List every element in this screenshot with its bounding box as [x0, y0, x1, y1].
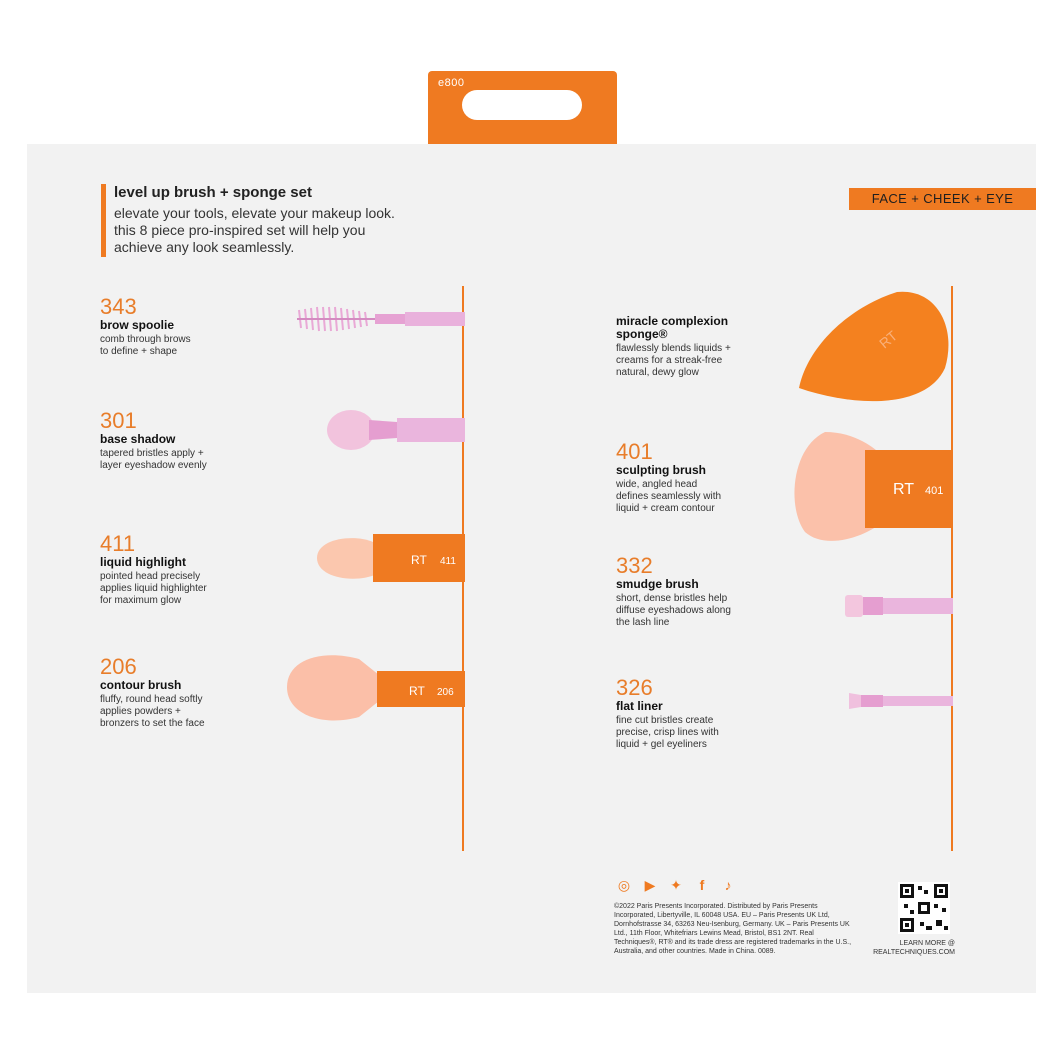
item-description — [100, 448, 300, 472]
item-name: miracle complexion sponge® — [616, 314, 729, 341]
desc-line: the lash line — [616, 617, 670, 628]
desc-line: applies powders + — [100, 706, 181, 717]
rt-logo: RT — [409, 684, 425, 698]
desc-line: liquid + cream contour — [616, 503, 715, 514]
item-base-shadow — [100, 410, 300, 472]
item-name: liquid highlight — [100, 555, 186, 569]
desc-line: creams for a streak-free — [616, 355, 723, 366]
instagram-icon: ◎ — [617, 877, 631, 893]
item-name: contour brush — [100, 678, 182, 692]
item-miracle-sponge — [616, 314, 816, 379]
brush-number-label: 206 — [437, 687, 454, 698]
flat-liner-brush-image — [847, 689, 953, 713]
brush-number-label: 401 — [925, 485, 944, 497]
item-name: base shadow — [100, 432, 176, 446]
desc-line: to define + shape — [100, 346, 178, 357]
website-url: REALTECHNIQUES.COM — [873, 949, 955, 956]
hang-tab — [428, 71, 617, 144]
desc-line: pointed head precisely — [100, 571, 201, 582]
rt-logo: RT — [893, 481, 915, 498]
item-number: 326 — [616, 675, 653, 700]
desc-line: natural, dewy glow — [616, 367, 699, 378]
intro-line: this 8 piece pro-inspired set will help you — [114, 222, 366, 238]
item-description — [100, 334, 300, 358]
rt-logo: RT — [411, 553, 427, 567]
desc-line: fluffy, round head softly — [100, 694, 203, 705]
item-number: 301 — [100, 408, 137, 433]
liquid-highlight-brush-image — [315, 528, 465, 588]
item-name: smudge brush — [616, 577, 699, 591]
desc-line: wide, angled head — [616, 479, 698, 490]
contour-brush-image — [283, 649, 465, 725]
face-cheek-eye-banner: FACE + CHEEK + EYE — [849, 188, 1036, 210]
desc-line: precise, crisp lines with — [616, 727, 719, 738]
item-number: 343 — [100, 294, 137, 319]
intro-title: level up brush + sponge set — [114, 184, 312, 201]
item-number: 206 — [100, 654, 137, 679]
desc-line: fine cut bristles create — [616, 715, 714, 726]
desc-line: for maximum glow — [100, 595, 182, 606]
smudge-brush-image — [843, 591, 953, 621]
facebook-icon: f — [699, 877, 705, 893]
desc-line: bronzers to set the face — [100, 718, 205, 729]
base-shadow-brush-image — [325, 406, 465, 454]
item-brow-spoolie — [100, 296, 300, 358]
intro-line: elevate your tools, elevate your makeup look. — [114, 205, 395, 221]
item-number: 332 — [616, 553, 653, 578]
brow-spoolie-image — [295, 304, 465, 334]
desc-line: diffuse eyeshadows along — [616, 605, 731, 616]
desc-line: flawlessly blends liquids + — [616, 343, 731, 354]
item-flat-liner — [616, 677, 816, 751]
item-name: flat liner — [616, 699, 663, 713]
item-description — [100, 571, 300, 607]
hang-hole — [462, 90, 582, 120]
learn-more-text — [865, 939, 955, 957]
item-description — [100, 694, 300, 730]
item-number: 411 — [100, 531, 136, 556]
youtube-icon: ▶ — [644, 877, 656, 893]
sculpting-brush-image — [785, 428, 953, 550]
desc-line: defines seamlessly with — [616, 491, 722, 502]
legal-text: ©2022 Paris Presents Incorporated. Distributed by Paris Presents Incorporated, Libertyville, IL 60048 USA. EU – Paris Presents UK Ltd, Dornhofstrasse 34, 63263 Neu-Isenburg, Germany. UK – Paris Presents UK Ltd., 11th Floor, Whitefriars Lewins Mead, Bristol, BS1 2NT. Real Techniques®, RT® and its trade dress are registered trademarks in the U.S., Australia, and other countries. Made in China. 0089. — [614, 903, 852, 955]
intro-description — [114, 205, 454, 256]
desc-line: liquid + gel eyeliners — [616, 739, 707, 750]
item-contour-brush — [100, 656, 300, 730]
miracle-sponge-image — [797, 288, 953, 408]
item-description — [616, 715, 816, 751]
rt-logo: RT — [875, 327, 901, 352]
item-number: 401 — [616, 439, 653, 464]
item-description — [616, 343, 816, 379]
qr-code — [898, 882, 950, 934]
intro-accent-bar — [101, 184, 106, 257]
desc-line: short, dense bristles help — [616, 593, 728, 604]
desc-line: applies liquid highlighter — [100, 583, 207, 594]
learn-more-line: LEARN MORE @ — [899, 940, 955, 947]
package-card — [27, 144, 1036, 993]
item-name: sculpting brush — [616, 463, 706, 477]
product-code: e800 — [438, 77, 465, 89]
social-icons — [614, 876, 738, 894]
desc-line: tapered bristles apply + — [100, 448, 204, 459]
item-name: brow spoolie — [100, 318, 175, 332]
item-liquid-highlight — [100, 533, 300, 607]
tiktok-icon: ♪ — [724, 877, 732, 893]
intro-line: achieve any look seamlessly. — [114, 239, 295, 255]
twitter-icon: ✦ — [670, 877, 682, 893]
desc-line: layer eyeshadow evenly — [100, 460, 207, 471]
brush-number-label: 411 — [440, 556, 456, 567]
item-description — [616, 593, 816, 629]
desc-line: comb through brows — [100, 334, 191, 345]
item-smudge-brush — [616, 555, 816, 629]
